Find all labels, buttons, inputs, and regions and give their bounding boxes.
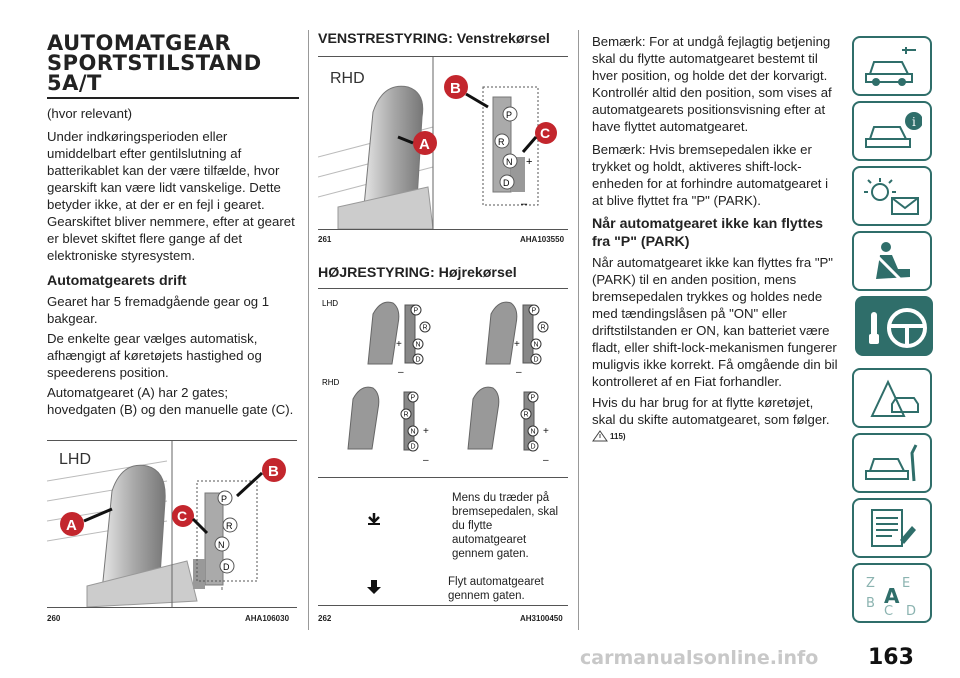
tab-index[interactable] bbox=[852, 563, 932, 623]
title-line-1: AUTOMATGEAR bbox=[47, 31, 232, 55]
warning-light-icon bbox=[862, 174, 922, 218]
move-arrow-icon bbox=[366, 579, 382, 595]
gate-letter-d: D bbox=[410, 443, 416, 451]
minus-sign: – bbox=[543, 455, 549, 466]
seat-airbag-icon bbox=[862, 239, 922, 283]
gate-letter-p: P bbox=[530, 394, 536, 402]
heading-park-stuck: Når automatgearet ikke kan flyttes fra "P" (PARK) bbox=[592, 216, 824, 250]
tab-starting-driving[interactable] bbox=[855, 296, 933, 356]
watermark: carmanualsonline.info bbox=[580, 647, 819, 669]
legend-move: Flyt automatgearet gennem gaten. bbox=[448, 576, 544, 602]
lhd-rhd-gate-diagram bbox=[318, 289, 568, 479]
gate-letter-r: R bbox=[540, 324, 546, 332]
svg-text:E: E bbox=[902, 576, 911, 591]
minus-sign: – bbox=[521, 198, 528, 210]
gate-letter-d: D bbox=[415, 356, 421, 364]
paragraph-gears: Gearet har 5 fremadgående gear og 1 bakgear. bbox=[47, 294, 270, 326]
gate-letter-n: N bbox=[533, 341, 539, 349]
gate-letter-p: P bbox=[413, 307, 419, 315]
plus-sign: + bbox=[423, 426, 429, 437]
gate-letter-p: P bbox=[221, 494, 228, 504]
roadside-warning-icon bbox=[862, 376, 922, 420]
figure-261 bbox=[318, 56, 568, 230]
diagram-label-rhd: RHD bbox=[322, 378, 340, 387]
svg-text:A: A bbox=[884, 584, 900, 608]
column-3 bbox=[592, 33, 840, 442]
gate-letter-d: D bbox=[503, 178, 510, 188]
diagram-label-lhd: LHD bbox=[322, 299, 339, 308]
gate-letter-r: R bbox=[498, 137, 505, 147]
gate-letter-r: R bbox=[403, 411, 409, 419]
tab-car-info[interactable] bbox=[852, 101, 932, 161]
marker-b: B bbox=[268, 463, 279, 480]
warning-ref-number[interactable]: 115) bbox=[610, 431, 626, 441]
legend-brake-move: Mens du træder på bremsepedalen, skal du flytte automatgearet gennem gaten. bbox=[452, 492, 559, 560]
gate-letter-d: D bbox=[533, 356, 539, 364]
paragraph-move-vehicle: Hvis du har brug for at flytte køretøjet, skal du skifte automatgearet, som følger. bbox=[592, 395, 830, 427]
gate-letter-d: D bbox=[530, 443, 536, 451]
brake-and-move-icon bbox=[366, 511, 382, 527]
car-service-icon bbox=[862, 441, 922, 485]
heading-right-hand-drive: HØJRESTYRING: Højrekørsel bbox=[318, 265, 517, 281]
note-wrong-operation: Bemærk: For at undgå fejlagtig betjening skal du flytte automatgearet bestemt til hver position, og holde det der korvarigt. Kontrollér altid den position, som vises af automatgearets positionsvisning efter at have flyttet automatgearet. bbox=[592, 34, 832, 134]
tab-warning-lights[interactable] bbox=[852, 166, 932, 226]
paragraph-selection: De enkelte gear vælges automatisk, afhængigt af køretøjets hastighed og speederens position. bbox=[47, 331, 262, 380]
gate-letter-n: N bbox=[506, 157, 513, 167]
intro-paragraph: Under indkøringsperioden eller umiddelbart efter gentilslutning af batterikablet kan der være tilfælde, hvor gearskift kan være lidt vanskelige. Dette betyder ikke, at der er en fejl i gearet. Gearskiftet bliver nemmere, efter at gearet er blevet skiftet flere gange af det elektroniske styresystem. bbox=[47, 129, 295, 263]
note-shift-lock: Bemærk: Hvis bremsepedalen ikke er trykket og holdt, aktiveres shift-lock-enheden for at forhindre automatgearet i at blive flyttet fra "P" (PARK). bbox=[592, 142, 829, 208]
paragraph-gates: Automatgearet (A) har 2 gates; hovedgaten (B) og den manuelle gate (C). bbox=[47, 385, 294, 417]
car-key-icon bbox=[862, 44, 922, 88]
figure-262 bbox=[318, 288, 568, 606]
figure-261-number: 261 bbox=[318, 235, 332, 244]
heading-left-hand-drive: VENSTRESTYRING: Venstrekørsel bbox=[318, 31, 550, 47]
figure-260-code: AHA106030 bbox=[245, 614, 290, 623]
paragraph-park-stuck: Når automatgearet ikke kan flyttes fra "P" (PARK) til en anden position, mens bremsepedalen trykkes og holdes nede med tændingslåsen på "ON" eller driftstilstanden er ON, kan batteriet være fladt, eller shift-lock-mekanismen fungerer muligvis ikke korrekt. Få omgående din bil kontrolleret af en Fiat forhandler. bbox=[592, 255, 838, 389]
tab-technical-data[interactable] bbox=[852, 498, 932, 558]
minus-sign: – bbox=[423, 455, 429, 466]
caution-icon bbox=[592, 430, 608, 442]
plus-sign: + bbox=[543, 426, 549, 437]
gate-letter-n: N bbox=[530, 428, 536, 436]
steering-wheel-icon bbox=[865, 304, 931, 352]
marker-c: C bbox=[540, 125, 551, 141]
figure-label-lhd: LHD bbox=[59, 451, 92, 468]
figure-260 bbox=[47, 440, 297, 608]
tab-safety[interactable] bbox=[852, 231, 932, 291]
figure-261-code: AHA103550 bbox=[520, 235, 565, 244]
gate-letter-p: P bbox=[410, 394, 416, 402]
figure-262-code: AH3100450 bbox=[520, 614, 563, 623]
svg-text:D: D bbox=[906, 604, 917, 619]
tab-emergency[interactable] bbox=[852, 368, 932, 428]
gate-letter-n: N bbox=[218, 540, 225, 550]
column-1 bbox=[47, 33, 299, 424]
gate-letter-r: R bbox=[523, 411, 529, 419]
warning-reference bbox=[592, 430, 840, 442]
gate-letter-r: R bbox=[226, 521, 233, 531]
gate-letter-r: R bbox=[422, 324, 428, 332]
plus-sign: + bbox=[514, 339, 520, 350]
plus-sign: + bbox=[526, 156, 533, 168]
title-line-3: 5A/T bbox=[47, 71, 102, 95]
lhd-shifter-illustration bbox=[47, 441, 297, 607]
marker-c: C bbox=[177, 508, 188, 524]
column-divider-2 bbox=[578, 30, 579, 630]
minus-sign: – bbox=[398, 367, 404, 378]
marker-a: A bbox=[66, 517, 77, 534]
tab-servicing[interactable] bbox=[852, 433, 932, 493]
gate-letter-n: N bbox=[410, 428, 416, 436]
page-number: 163 bbox=[868, 645, 914, 670]
spec-sheet-icon bbox=[862, 506, 922, 550]
svg-text:C: C bbox=[884, 604, 894, 619]
title-line-2: SPORTSTILSTAND bbox=[47, 51, 262, 75]
alphabetical-index-icon bbox=[862, 571, 922, 619]
figure-label-rhd: RHD bbox=[330, 70, 365, 87]
gate-letter-p: P bbox=[531, 307, 537, 315]
section-heading: Automatgearets drift bbox=[47, 273, 187, 289]
minus-sign: – bbox=[516, 367, 522, 378]
gate-letter-p: P bbox=[506, 110, 513, 120]
marker-a: A bbox=[419, 136, 430, 153]
gate-letter-n: N bbox=[415, 341, 421, 349]
svg-text:i: i bbox=[912, 115, 916, 129]
gate-letter-d: D bbox=[223, 562, 230, 572]
page-title bbox=[47, 33, 299, 99]
figure-262-number: 262 bbox=[318, 614, 332, 623]
svg-text:Z: Z bbox=[866, 576, 875, 591]
car-info-icon bbox=[862, 109, 922, 153]
plus-sign: + bbox=[396, 339, 402, 350]
marker-b: B bbox=[450, 80, 461, 97]
subtitle: (hvor relevant) bbox=[47, 106, 133, 121]
column-divider-1 bbox=[308, 30, 309, 630]
rhd-shifter-illustration bbox=[318, 57, 568, 229]
tab-car-key[interactable] bbox=[852, 36, 932, 96]
svg-text:B: B bbox=[866, 596, 875, 611]
figure-260-number: 260 bbox=[47, 614, 61, 623]
